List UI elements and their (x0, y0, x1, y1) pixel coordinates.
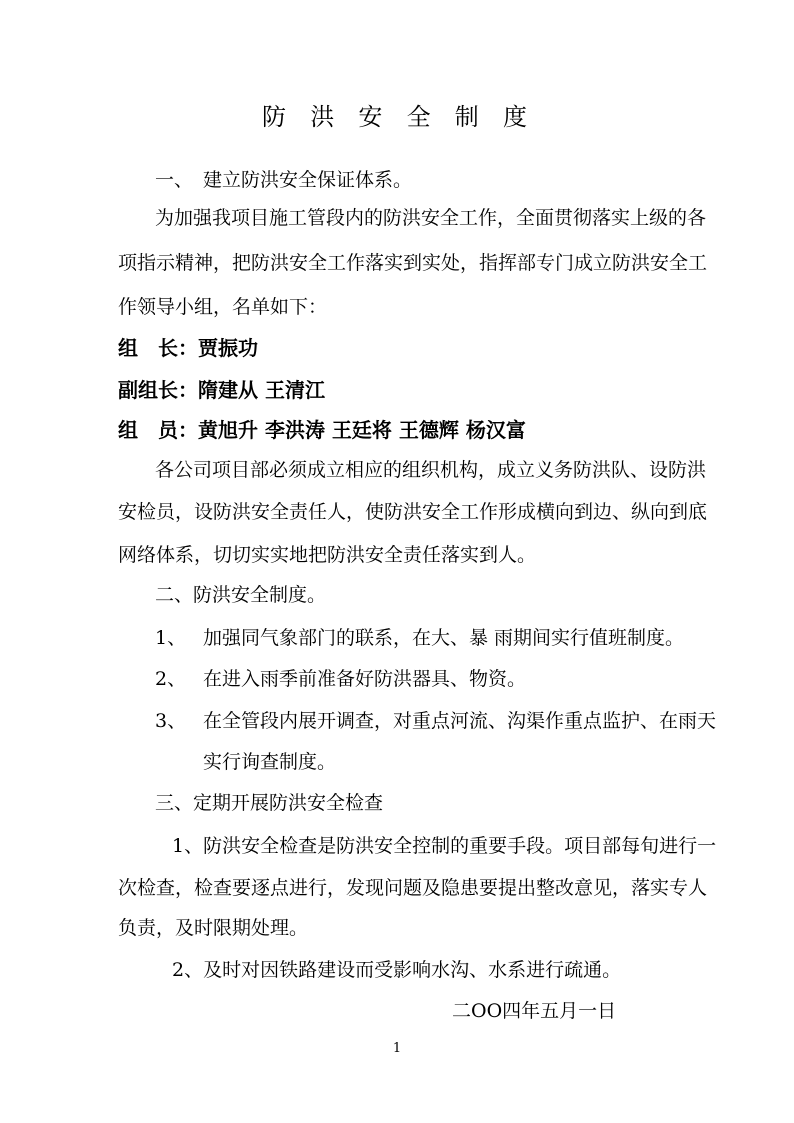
section1-para2-line2: 安检员，设防洪安全责任人，使防洪安全工作形成横向到边、纵向到底 (118, 501, 708, 523)
section1-para2-line3: 网络体系，切切实实地把防洪安全责任落实到人。 (118, 544, 537, 566)
team-leader: 组 长：贾振功 (118, 336, 258, 360)
team-members: 组 员：黄旭升 李洪涛 王廷将 王德辉 杨汉富 (118, 418, 526, 442)
section2-heading: 二、防洪安全制度。 (155, 584, 327, 606)
section1-para2-line1: 各公司项目部必须成立相应的组织机构，成立义务防洪队、设防洪 (155, 459, 707, 481)
section1-para1-line3: 作领导小组，名单如下： (118, 296, 328, 318)
section3-para1-line2: 次检查，检查要逐点进行，发现问题及隐患要提出整改意见，落实专人 (118, 877, 708, 899)
section1-heading-text: 建立防洪安全保证体系。 (203, 169, 413, 191)
item-text: 在全管段内展开调查，对重点河流、沟渠作重点监护、在雨天 (203, 710, 717, 732)
document-date: 二OO四年五月一日 (452, 1000, 617, 1022)
section3-para2: 2、及时对因铁路建设而受影响水沟、水系进行疏通。 (172, 959, 622, 981)
section2-item-3-continuation: 实行询查制度。 (203, 751, 337, 773)
item-text: 在进入雨季前准备好防洪器具、物资。 (203, 668, 527, 690)
item-text: 加强同气象部门的联系，在大、暴 雨期间实行值班制度。 (203, 627, 685, 649)
section3-para1-line3: 负责，及时限期处理。 (118, 917, 309, 939)
section1-para1-line1: 为加强我项目施工管段内的防洪安全工作，全面贯彻落实上级的各 (155, 207, 707, 229)
item-number: 1、 (155, 627, 187, 649)
section2-item-3 (155, 709, 716, 733)
page-number: 1 (392, 1041, 402, 1056)
section3-para1-line1: 1、防洪安全检查是防洪安全控制的重要手段。项目部每旬进行一 (172, 835, 717, 857)
section2-item-1 (155, 626, 684, 650)
section1-heading-number: 一、 (155, 169, 194, 191)
section1-para1-line2: 项指示精神，把防洪安全工作落实到实处，指挥部专门成立防洪安全工 (118, 252, 708, 274)
team-deputy: 副组长：隋建从 王清江 (118, 378, 325, 402)
section3-heading: 三、定期开展防洪安全检查 (155, 792, 384, 814)
section2-item-2 (155, 667, 526, 691)
section1-heading (155, 168, 412, 192)
item-number: 2、 (155, 668, 187, 690)
item-number: 3、 (155, 710, 187, 732)
document-title: 防 洪 安 全 制 度 (262, 103, 527, 131)
